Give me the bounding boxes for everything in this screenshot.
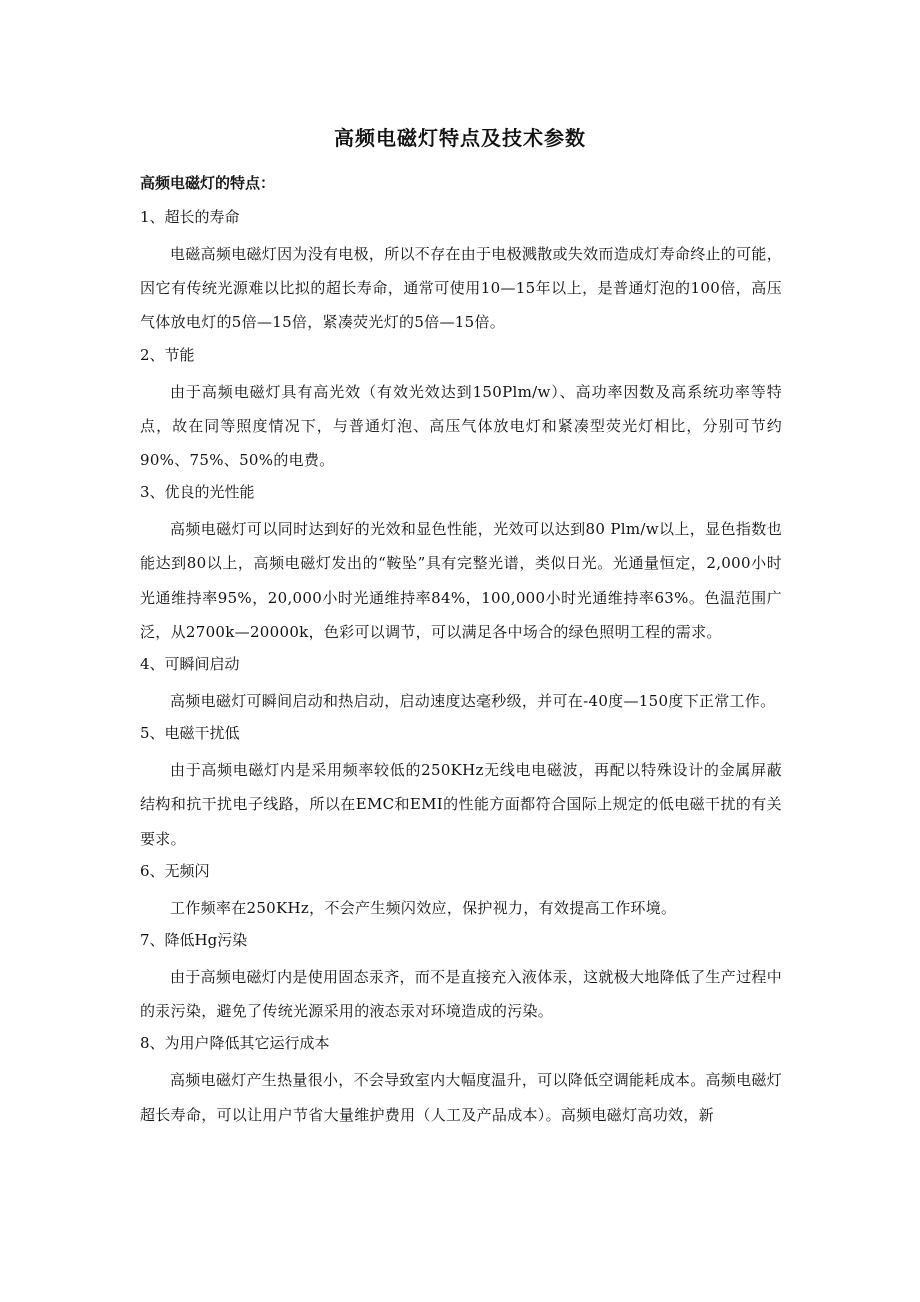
feature-heading: 7、降低Hg污染: [140, 931, 248, 950]
feature-item: [140, 481, 782, 649]
feature-heading: 3、优良的光性能: [140, 483, 255, 502]
feature-paragraph: 由于高频电磁灯内是采用频率较低的250KHz无线电电磁波，再配以特殊设计的金属屏蔽结构和抗干扰电子线路，所以在EMC和EMI的性能方面都符合国际上规定的低电磁干扰的有关要求。: [140, 761, 782, 848]
feature-heading: 4、可瞬间启动: [140, 655, 240, 674]
feature-item: [140, 929, 782, 1028]
feature-item: [140, 206, 782, 340]
feature-heading: 5、电磁干扰低: [140, 724, 240, 743]
section-heading: 高频电磁灯的特点：: [140, 174, 276, 192]
document-title: 高频电磁灯特点及技术参数: [334, 126, 586, 150]
document-body: [140, 172, 782, 1136]
feature-paragraph: 由于高频电磁灯内是使用固态汞齐，而不是直接充入液体汞，这就极大地降低了生产过程中的汞污染，避免了传统光源采用的液态汞对环境造成的污染。: [140, 968, 783, 1021]
feature-heading: 2、节能: [140, 345, 195, 364]
feature-paragraph: 高频电磁灯产生热量很小，不会导致室内大幅度温升，可以降低空调能耗成本。高频电磁灯超长寿命，可以让用户节省大量维护费用（人工及产品成本）。高频电磁灯高功效，新: [140, 1071, 783, 1124]
feature-item: [140, 722, 782, 856]
feature-item: [140, 344, 782, 478]
feature-paragraph: 高频电磁灯可瞬间启动和热启动，启动速度达毫秒级，并可在-40度—150度下正常工作。: [170, 692, 776, 711]
feature-item: [140, 860, 782, 925]
feature-item: [140, 1032, 782, 1131]
feature-heading: 1、超长的寿命: [140, 208, 240, 226]
feature-paragraph: 由于高频电磁灯具有高光效（有效光效达到150Plm/w）、高功率因数及高系统功率等特点，故在同等照度情况下，与普通灯泡、高压气体放电灯和紧凑型荧光灯相比，分别可节约90%、75%、50%的电费。: [140, 382, 782, 470]
feature-heading: 8、为用户降低其它运行成本: [140, 1034, 330, 1053]
feature-item: [140, 653, 782, 718]
feature-paragraph: 高频电磁灯可以同时达到好的光效和显色性能，光效可以达到80 Plm/w以上，显色指数也能达到80以上，高频电磁灯发出的“鞍坠”具有完整光谱，类似日光。光通量恒定，2,000小时光通维持率95%，20,000小时光通维持率84%，100,000小时光通维持率63%。色温范围广泛，从2700k—20000k，色彩可以调节，可以满足各中场合的绿色照明工程的需求。: [140, 520, 782, 641]
feature-paragraph: 工作频率在250KHz，不会产生频闪效应，保护视力，有效提高工作环境。: [170, 898, 677, 917]
feature-heading: 6、无频闪: [140, 861, 210, 880]
feature-paragraph: 电磁高频电磁灯因为没有电极，所以不存在由于电极溅散或失效而造成灯寿命终止的可能，因它有传统光源难以比拟的超长寿命，通常可使用10—15年以上，是普通灯泡的100倍，高压气体放电灯的5倍—15倍，紧凑荧光灯的5倍—15倍。: [140, 245, 783, 332]
